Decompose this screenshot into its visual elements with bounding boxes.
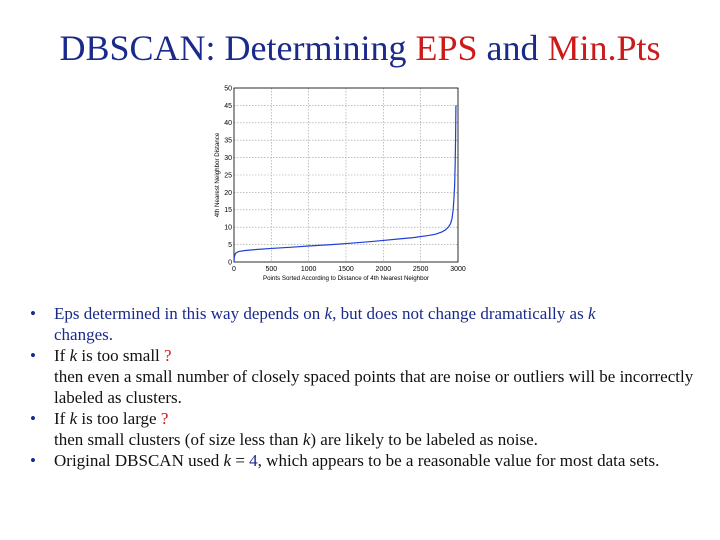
y-tick-label: 15 [224, 207, 232, 215]
bullet-list [30, 303, 698, 471]
k-value: 4 [249, 451, 258, 470]
k-small-lead: If [54, 346, 70, 365]
x-tick-label: 500 [265, 266, 278, 273]
k-symbol: k [324, 304, 333, 323]
k-small-explanation: then even a small number of closely spaced points that are noise or outliers will be incorrectly labeled as clusters. [54, 367, 694, 407]
question-mark: ? [164, 346, 172, 365]
eps-mid: , but does not change dramatically as [332, 304, 588, 323]
original-text [54, 450, 698, 471]
chart-series [234, 105, 456, 262]
bullet-dot: • [30, 304, 36, 323]
title-text: DBSCAN: Determining [59, 28, 416, 68]
bullet-original [30, 450, 698, 471]
bullet-dot: • [30, 451, 36, 470]
equals-sign: = [231, 451, 250, 470]
k-large-line [54, 408, 698, 429]
k-small-text: is too small [77, 346, 165, 365]
k-large-explanation [54, 429, 698, 450]
y-tick-label: 20 [224, 189, 232, 197]
eps-lead: Eps determined in this way depends on [54, 304, 325, 323]
bullet-eps [30, 303, 698, 345]
k-symbol: k [587, 304, 596, 323]
bullet-k-small [30, 345, 698, 408]
k-symbol: k [69, 409, 78, 428]
y-tick-label: 0 [228, 259, 232, 267]
x-tick-label: 1000 [300, 266, 317, 273]
x-tick-label: 0 [232, 266, 236, 273]
x-tick-label: 1500 [338, 266, 354, 273]
x-tick-label: 3000 [450, 266, 466, 273]
chart-svg [210, 80, 475, 290]
y-tick-label: 35 [224, 137, 232, 145]
y-tick-label: 30 [224, 155, 232, 162]
y-axis-label: 4th Nearest Neighbor Distance [214, 132, 221, 218]
k-symbol: k [302, 430, 311, 449]
bullet-k-large [30, 408, 698, 450]
y-tick-label: 5 [228, 242, 232, 249]
y-tick-label: 25 [224, 172, 232, 180]
bullet-dot: • [30, 346, 36, 365]
original-tail: , which appears to be a reasonable value for most data sets. [257, 451, 660, 470]
x-axis-label: Points Sorted According to Distance of 4th Nearest Neighbor [262, 275, 430, 282]
y-tick-label: 40 [224, 120, 232, 128]
k-large-expl-b: ) are likely to be labeled as noise. [310, 430, 538, 449]
title-and: and [477, 28, 548, 68]
x-tick-label: 2500 [412, 266, 429, 273]
y-tick-label: 50 [224, 85, 232, 93]
k-symbol: k [223, 451, 232, 470]
k-small-line [54, 345, 698, 366]
bullet-eps-text [54, 303, 698, 324]
slide-title [0, 26, 720, 70]
series-line [234, 105, 456, 262]
question-mark: ? [160, 409, 169, 428]
original-lead: Original DBSCAN used [54, 451, 224, 470]
chart-labels [214, 85, 466, 282]
k-large-text: is too large [77, 409, 161, 428]
k-large-expl-a: then small clusters (of size less than [54, 430, 303, 449]
bullet-dot: • [30, 409, 36, 428]
k-symbol: k [69, 346, 78, 365]
x-tick-label: 2000 [375, 266, 392, 273]
y-tick-label: 10 [224, 224, 232, 232]
k-distance-chart [210, 80, 475, 290]
title-minpts: Min.Pts [547, 28, 661, 68]
y-tick-label: 45 [224, 102, 232, 110]
eps-tail: changes. [54, 325, 114, 344]
title-eps: EPS [415, 28, 478, 68]
k-large-lead: If [54, 409, 70, 428]
